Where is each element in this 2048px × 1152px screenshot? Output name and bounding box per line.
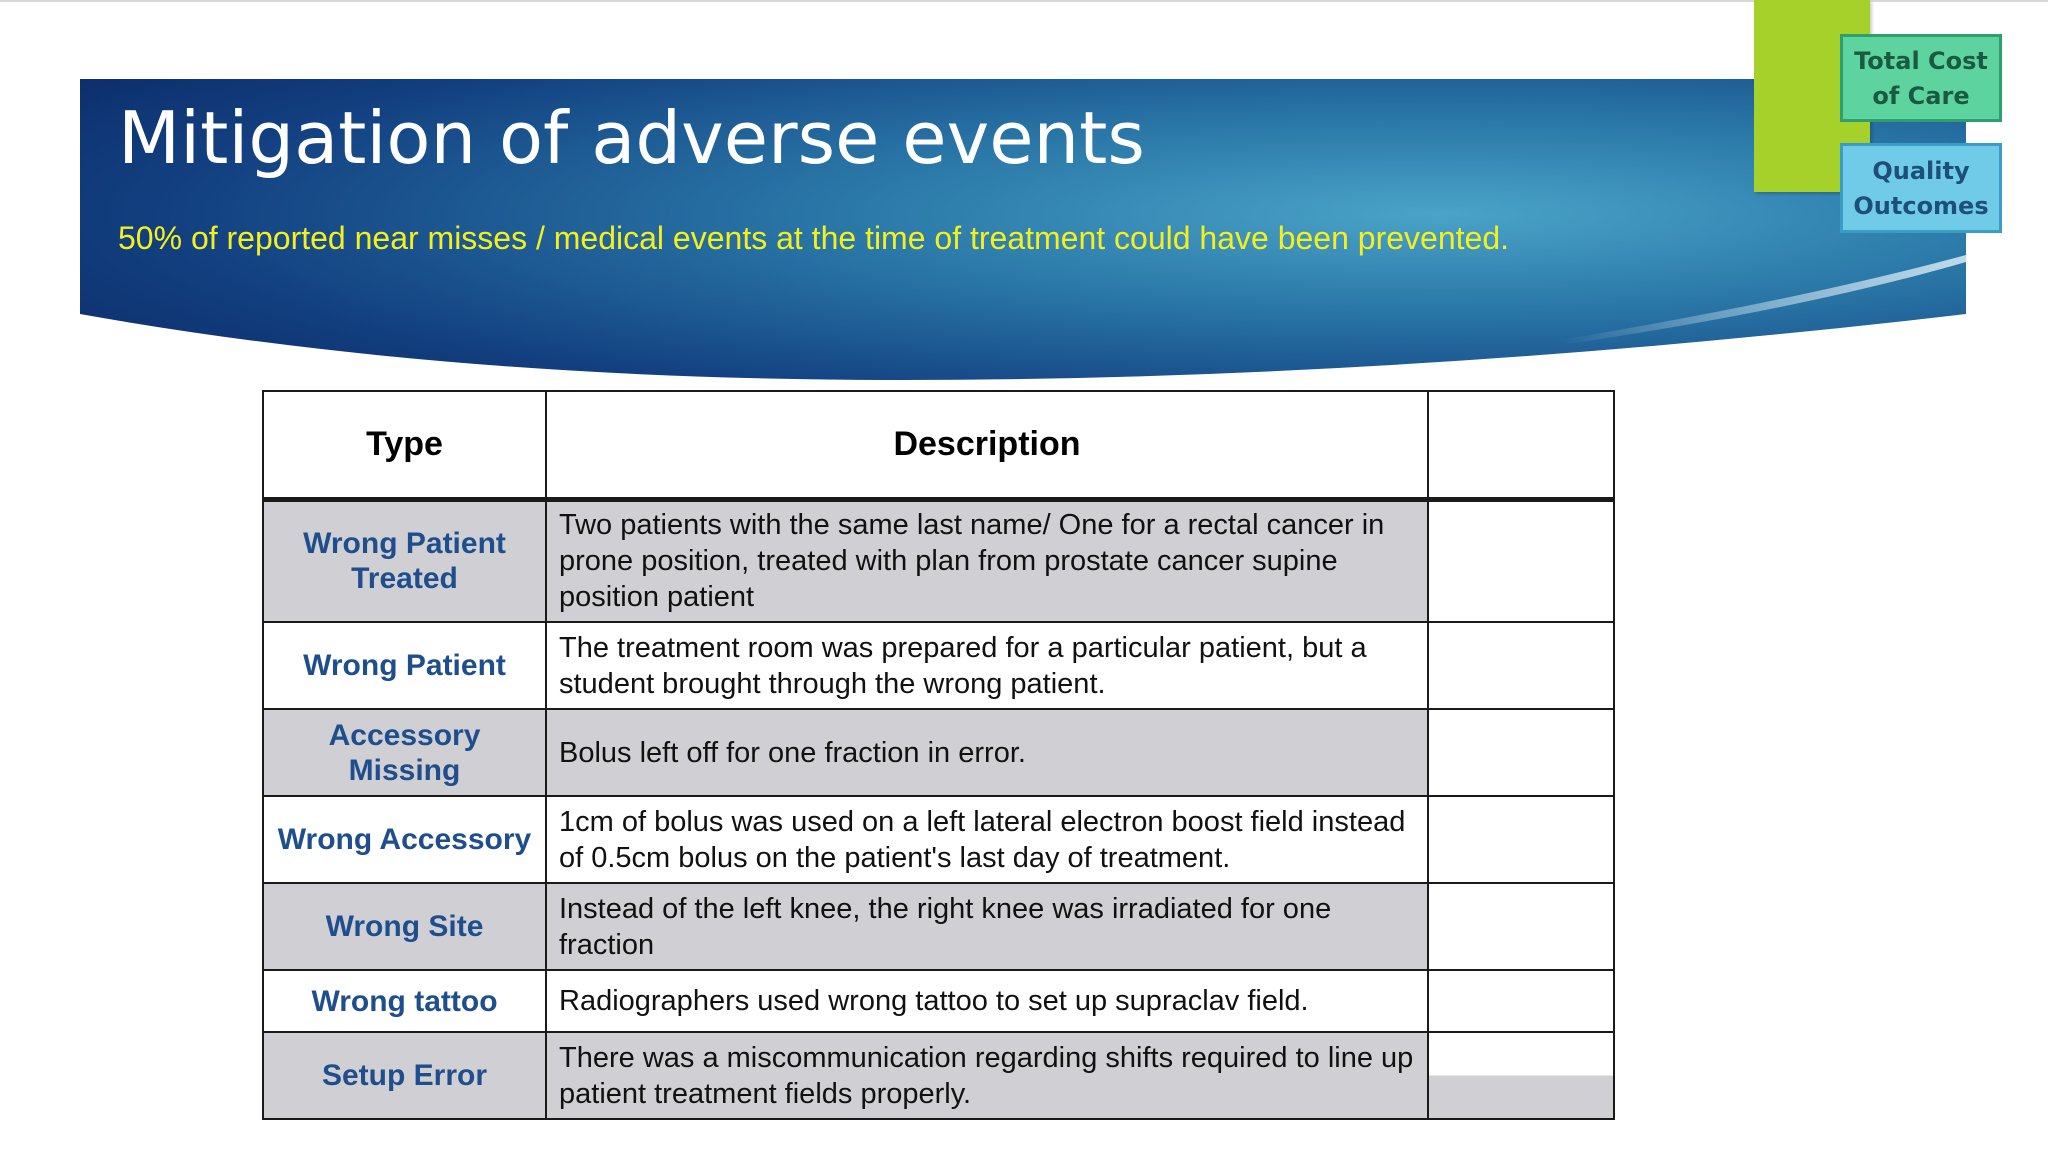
event-type: Wrong Site: [263, 883, 546, 970]
blank-cell: [1428, 622, 1614, 709]
table-row: [263, 1032, 1614, 1119]
blank-cell: [1428, 883, 1614, 970]
event-description: There was a miscommunication regarding shifts required to line up patient treatment fields properly.: [546, 1032, 1428, 1119]
table-row: [263, 970, 1614, 1032]
event-type: Setup Error: [263, 1032, 546, 1119]
blank-column-header: [1428, 391, 1614, 499]
table-row: [263, 883, 1614, 970]
blank-cell: [1428, 1032, 1614, 1119]
description-column-header: Description: [546, 391, 1428, 499]
type-column-header: Type: [263, 391, 546, 499]
adverse-events-table: [262, 390, 1615, 1120]
event-description: Instead of the left knee, the right knee was irradiated for one fraction: [546, 883, 1428, 970]
table-row: [263, 709, 1614, 796]
event-type: Wrong Patient Treated: [263, 499, 546, 622]
event-description: The treatment room was prepared for a particular patient, but a student brought through the wrong patient.: [546, 622, 1428, 709]
title-banner: [0, 0, 2048, 400]
event-description: 1cm of bolus was used on a left lateral electron boost field instead of 0.5cm bolus on the patient's last day of treatment.: [546, 796, 1428, 883]
slide-title: Mitigation of adverse events: [118, 96, 1145, 180]
event-type: Wrong Accessory: [263, 796, 546, 883]
event-type: Wrong tattoo: [263, 970, 546, 1032]
table-row: [263, 796, 1614, 883]
total-cost-tag: Total Cost of Care: [1840, 34, 2002, 122]
event-description: Bolus left off for one fraction in error.: [546, 709, 1428, 796]
events-table-container: [262, 390, 1615, 1120]
event-description: Two patients with the same last name/ One for a rectal cancer in prone position, treated with plan from prostate cancer supine position patient: [546, 499, 1428, 622]
event-type: Wrong Patient: [263, 622, 546, 709]
event-description: Radiographers used wrong tattoo to set up supraclav field.: [546, 970, 1428, 1032]
slide-subtitle: 50% of reported near misses / medical events at the time of treatment could have been prevented.: [118, 220, 1509, 256]
table-row: [263, 499, 1614, 622]
event-type: Accessory Missing: [263, 709, 546, 796]
blank-cell: [1428, 970, 1614, 1032]
table-row: [263, 622, 1614, 709]
table-header-row: [263, 391, 1614, 499]
quality-outcomes-tag: Quality Outcomes: [1840, 143, 2002, 233]
blank-cell: [1428, 796, 1614, 883]
blank-cell: [1428, 709, 1614, 796]
blank-cell: [1428, 499, 1614, 622]
